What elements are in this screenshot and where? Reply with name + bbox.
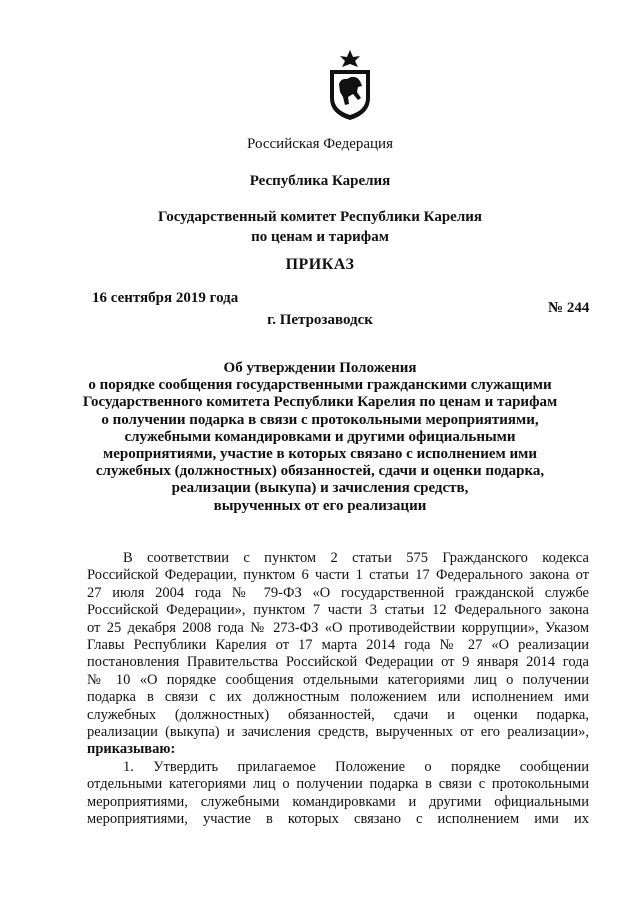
- subject-line: реализации (выкупа) и зачисления средств,: [171, 480, 469, 497]
- subject-line: о получении подарка в связи с протокольными мероприятиями,: [101, 411, 539, 428]
- federation-title: Российская Федерация: [247, 136, 393, 152]
- subject-line: Государственного комитета Республики Карелия по ценам и тарифам: [82, 394, 558, 411]
- body-line: № 10 «О порядке сообщения отдельными категориями лиц о получении: [87, 671, 589, 688]
- body-line: отдельными категориями лиц о получении подарка в связи с протокольными: [87, 776, 589, 793]
- subject-line: о порядке сообщения государственными гражданскими служащими: [88, 377, 552, 394]
- doc-type-title: ПРИКАЗ: [285, 256, 355, 273]
- subject-line: вырученных от его реализации: [213, 497, 427, 514]
- decree-word: приказываю:: [87, 741, 176, 758]
- body-line: постановления Правительства Российской Федерации от 9 января 2014 года: [87, 654, 589, 671]
- body-line: Российской Федерации», пунктом 7 части 3 статьи 12 Федерального закона: [87, 602, 589, 619]
- body-line: мероприятиями, служебными командировками и другими официальными: [87, 793, 589, 810]
- body-line: Российской Федерации, пунктом 6 части 1 статьи 17 Федерального закона от: [87, 567, 589, 584]
- committee-line: Государственный комитет Республики Карелия: [158, 209, 482, 225]
- body-line: мероприятиями, участие в которых связано с исполнением ими их: [87, 811, 589, 828]
- doc-number: № 244: [548, 300, 590, 316]
- subject-line: служебных (должностных) обязанностей, сдачи и оценки подарка,: [95, 463, 545, 480]
- body-line: В соответствии с пунктом 2 статьи 575 Гражданского кодекса: [123, 550, 589, 566]
- body-line: подарка в связи с их должностным положением или исполнением ими: [87, 689, 589, 706]
- doc-city: г. Петрозаводск: [267, 312, 373, 328]
- committee-line: по ценам и тарифам: [251, 229, 389, 245]
- doc-subject: [40, 360, 600, 515]
- doc-body: [87, 550, 589, 829]
- republic-title: Республика Карелия: [249, 173, 391, 189]
- subject-line: мероприятиями, участие в которых связано с исполнением ими: [103, 446, 537, 463]
- subject-line: служебными командировками и другими официальными: [124, 428, 516, 445]
- body-line: Главы Республики Карелия от 17 марта 2014 года № 27 «О реализации: [87, 637, 589, 654]
- doc-date: 16 сентября 2019 года: [92, 290, 239, 306]
- coat-of-arms-icon: [327, 48, 373, 122]
- body-line: 1. Утвердить прилагаемое Положение о порядке сообщении: [123, 758, 589, 775]
- committee-title: [60, 207, 580, 247]
- body-line: реализации (выкупа) и зачисления средств, вырученных от его реализации»,: [87, 724, 589, 741]
- body-line: от 25 декабря 2008 года № 273-ФЗ «О противодействии коррупции», Указом: [87, 619, 589, 636]
- body-line: 27 июля 2004 года № 79-ФЗ «О государственной гражданской службе: [87, 584, 589, 601]
- subject-line: Об утверждении Положения: [223, 360, 417, 376]
- body-line: служебных (должностных) обязанностей, сдачи и оценки подарка,: [87, 706, 589, 723]
